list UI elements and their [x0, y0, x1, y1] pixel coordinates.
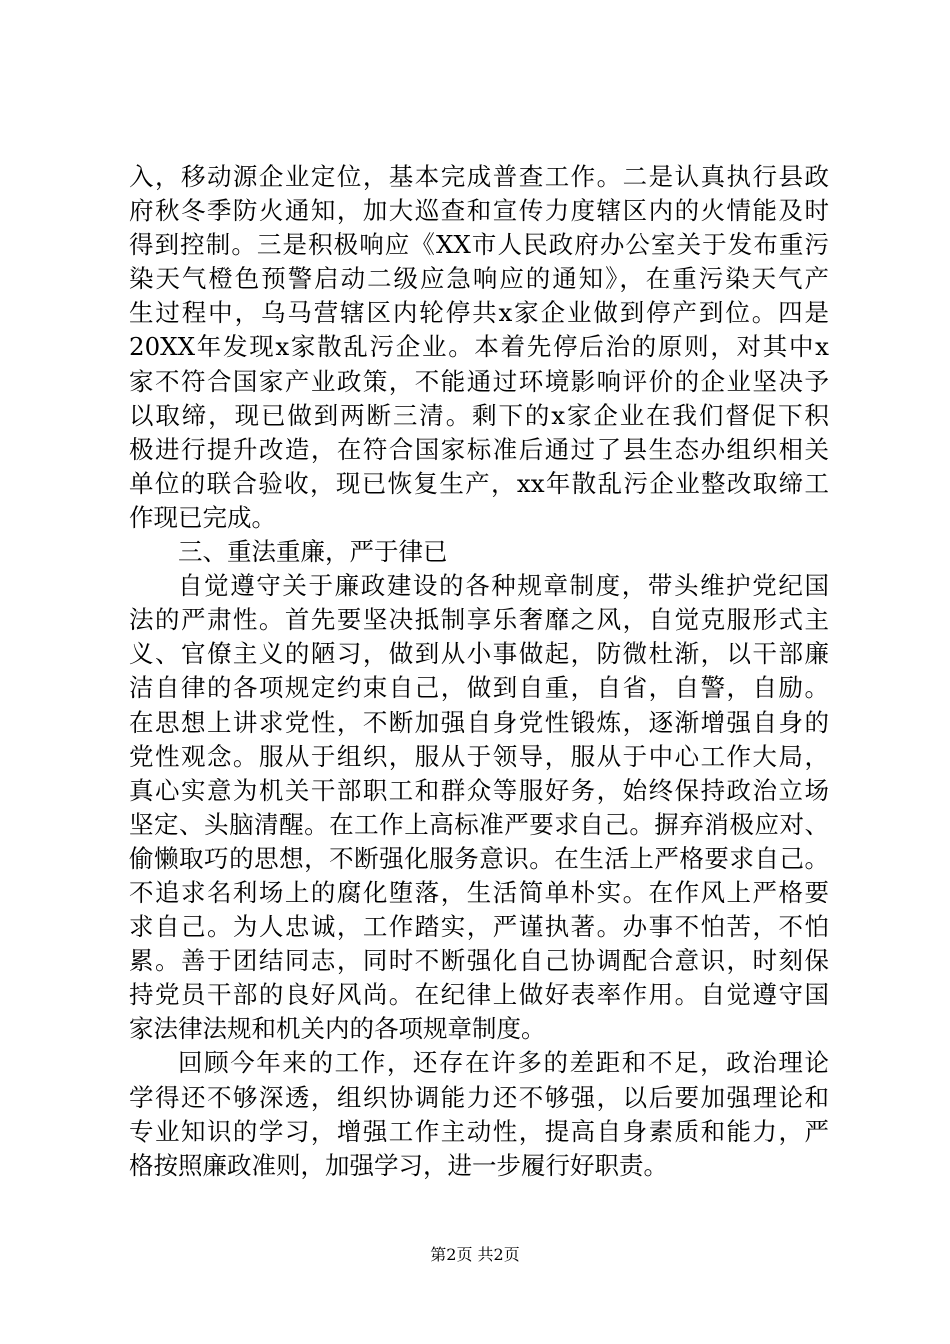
text-line: 染天气橙色预警启动二级应急响应的通知》，在重污染天气产: [129, 264, 829, 294]
text-line: 20XX年发现x家散乱污企业。本着先停后治的原则，对其中x: [129, 332, 829, 362]
section-heading: 三、重法重廉，严于律已: [178, 537, 448, 567]
text-line: 作现已完成。: [129, 502, 276, 532]
text-line: 家法律法规和机关内的各项规章制度。: [129, 1014, 546, 1044]
text-line: 不追求名利场上的腐化堕落，生活简单朴实。在作风上严格要: [129, 877, 829, 907]
text-line: 党性观念。服从于组织，服从于领导，服从于中心工作大局，: [129, 741, 829, 771]
text-line: 格按照廉政准则，加强学习，进一步履行好职责。: [129, 1150, 668, 1180]
text-line: 义、官僚主义的陋习，做到从小事做起，防微杜渐，以干部廉: [129, 639, 829, 669]
paragraph-first-line: 自觉遵守关于廉政建设的各种规章制度，带头维护党纪国: [178, 571, 829, 601]
text-line: 累。善于团结同志，同时不断强化自己协调配合意识，时刻保: [129, 946, 829, 976]
text-line: 以取缔，现已做到两断三清。剩下的x家企业在我们督促下积: [129, 400, 829, 430]
paragraph-first-line: 回顾今年来的工作，还存在许多的差距和不足，政治理论: [178, 1048, 829, 1078]
text-line: 单位的联合验收，现已恢复生产，xx年散乱污企业整改取缔工: [129, 468, 829, 498]
text-line: 求自己。为人忠诚，工作踏实，严谨执著。办事不怕苦，不怕: [129, 912, 829, 942]
text-line: 生过程中，乌马营辖区内轮停共x家企业做到停产到位。四是: [129, 298, 829, 328]
text-line: 专业知识的学习，增强工作主动性，提高自身素质和能力，严: [129, 1116, 829, 1146]
text-line: 真心实意为机关干部职工和群众等服好务，始终保持政治立场: [129, 775, 829, 805]
text-line: 偷懒取巧的思想，不断强化服务意识。在生活上严格要求自己。: [129, 843, 829, 873]
text-line: 得到控制。三是积极响应《XX市人民政府办公室关于发布重污: [129, 230, 829, 260]
text-line: 极进行提升改造，在符合国家标准后通过了县生态办组织相关: [129, 434, 829, 464]
text-line: 家不符合国家产业政策，不能通过环境影响评价的企业坚决予: [129, 366, 829, 396]
text-line: 在思想上讲求党性，不断加强自身党性锻炼，逐渐增强自身的: [129, 707, 829, 737]
text-line: 学得还不够深透，组织协调能力还不够强，以后要加强理论和: [129, 1082, 829, 1112]
text-line: 洁自律的各项规定约束自己，做到自重，自省，自警，自励。: [129, 673, 829, 703]
text-line: 入，移动源企业定位，基本完成普查工作。二是认真执行县政: [129, 162, 829, 191]
document-body: [129, 160, 829, 1183]
text-line: 持党员干部的良好风尚。在纪律上做好表率作用。自觉遵守国: [129, 980, 829, 1010]
text-line: 法的严肃性。首先要坚决抵制享乐奢靡之风，自觉克服形式主: [129, 605, 829, 635]
page-number-footer: 第2页 共2页: [430, 1245, 520, 1264]
text-line: 坚定、头脑清醒。在工作上高标准严要求自己。摒弃消极应对、: [129, 809, 829, 839]
text-line: 府秋冬季防火通知，加大巡查和宣传力度辖区内的火情能及时: [129, 196, 829, 226]
